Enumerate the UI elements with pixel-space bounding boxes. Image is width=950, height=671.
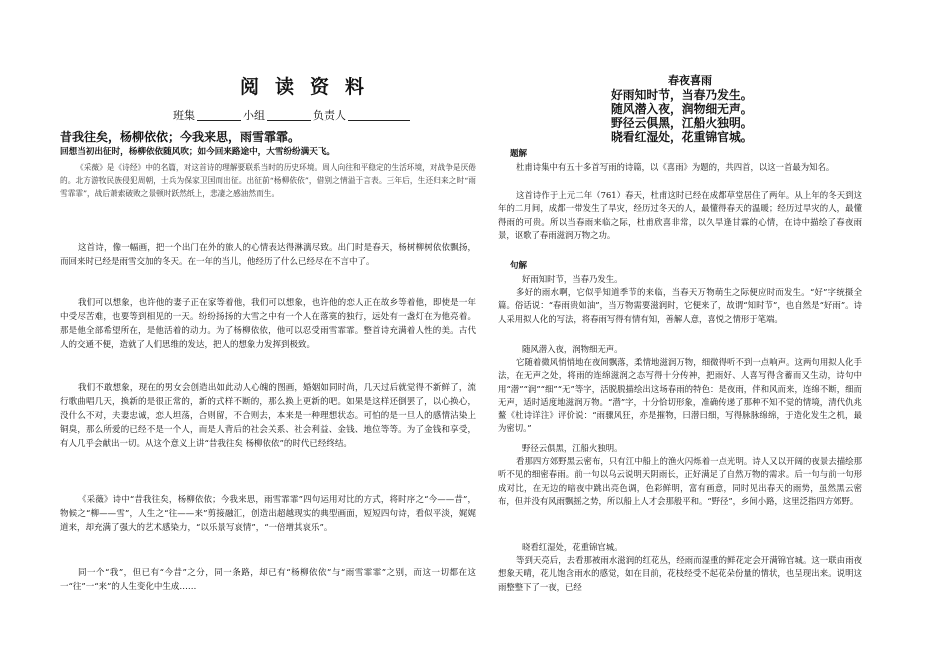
class-blank [197, 109, 241, 121]
paragraph-1: 这首诗，像一幅画，把一个出门在外的旅人的心情表达得淋漓尽致。出门时是春天，杨树柳树依依飘扬，而回来时已经是雨雪交加的冬天。在一年的当儿，他经历了什么已经尽在不言中了。 [60, 243, 476, 267]
leader-label: 负责人 [313, 109, 346, 122]
quote-2: 随风潜入夜，润物细无声。 [522, 344, 623, 354]
paragraph-5: 同一个“我”，但已有“今昔”之分，同一条路，却已有“杨柳依依”与“雨雪霏霏”之别，而这一切都在这一“往”一“来”的人生变化中生成…… [60, 568, 476, 592]
poem-title: 春夜喜雨 [668, 74, 712, 87]
poem-line-1: 好雨知时节，当春乃发生。 [611, 88, 753, 102]
tijie-paragraph-2: 这首诗作于上元二年（761）春天，杜甫这时已经在成都草堂居住了两年。从上年的冬天到这年的二月间，成都一带发生了旱灾，经历过冬天的人，最懂得春天的温暖；经历过旱灾的人，最懂得雨的可贵。所以当春雨来临之际，杜甫欣喜非常，以久旱逢甘霖的心情，在诗中描绘了春夜雨景，讴歌了春雨滋润万物之功。 [498, 190, 862, 240]
quote-3: 野径云俱黑，江船火独明。 [522, 443, 623, 453]
group-blank [267, 109, 311, 121]
analysis-1: 多好的雨水啊，它似乎知道季节的来临，当春天万物萌生之际便应时而发生。“好”字统摄全篇。俗话说：“春雨贵如油”，当万物需要滋润时，它便来了，故谓“知时节”，也自然是“好雨”。诗人采用拟人化的写法，将春雨写得有情有知，善解人意，喜悦之情形于笔端。 [498, 287, 862, 324]
page-title: 阅读资料 [240, 76, 381, 98]
poem-line-2: 随风潜入夜，润物细无声。 [611, 102, 753, 116]
poem-line-3: 野径云俱黑，江船火独明。 [611, 116, 753, 130]
group-label: 小组 [243, 109, 265, 122]
leader-blank [348, 109, 410, 121]
quote-4: 晓看红湿处，花重锦官城。 [522, 542, 623, 552]
class-label: 班集 [173, 109, 195, 122]
paragraph-4: 《采薇》诗中“昔我往矣，杨柳依依；今我来思，雨雪霏霏”四句运用对比的方式，将时序之“今——昔”，物候之“柳——雪”，人生之“往——来”剪接融汇，创造出超越现实的典型画面，短短四句诗，看似平淡，娓娓道来，却充满了强大的艺术感染力，“以乐景写哀情”，“一倍增其哀乐”。 [60, 495, 476, 533]
tijie-paragraph-1: 杜甫诗集中有五十多首写雨的诗篇，以《喜雨》为题的，共四首，以这一首最为知名。 [516, 162, 835, 172]
analysis-2: 它随着微风悄悄地在夜间飘落，柔情地滋润万物，细微得听不到一点响声。这两句用拟人化手法，在无声之处，将雨的连绵滋润之态写得十分传神，把雨好、人喜写得含蓄而又生动，诗句中用“潜”“润”“细”“无”等字，活脱脱描绘出这场春雨的特色：是夜雨，伴和风而来，连绵不断，细而无声，适时适度地滋润万物。“潜”字，十分恰切形象，准确传递了那种不知不觉的情境，清代仇兆鳌《杜诗详注》评价说：“雨骤风狂，亦是摧物，曰潜曰细，写得脉脉绵绵，于造化发生之机，最为密切。” [498, 357, 862, 434]
paragraph-3: 我们不敢想象，现在的男女会创造出如此动人心魄的图画，婚姻如同时尚，几天过后就觉得不新鲜了，流行歌曲唱几天，换新的是很正常的，新的式样不断的，那么换上更新的吧。如果是这样还倒罢了，以心换心，没什么不对，夫妻忠诚，恋人坦荡，合则留，不合则去，本来是一种理想状态。可怕的是一旦人的感情沾染上铜臭，那么所爱的已经不是一个人，而是人背后的社会关系、社会利益、金钱、地位等等。为了金钱和享受，有人几乎会献出一切。从这个意义上讲“昔我往矣 杨柳依依”的时代已经终结。 [60, 383, 476, 449]
poem-translation: 回想当初出征时，杨柳依依随风吹；如今回来路途中，大雪纷纷满天飞。 [60, 147, 336, 157]
intro-paragraph: 《采薇》是《诗经》中的名篇，对这首诗的理解要联系当时的历史环境。周人向往和平稳定的生活环境，对战争是厌倦的。北方游牧民族侵犯周朝，士兵为保家卫国而出征。出征前“杨柳依依”，借别之情溢于言表。三年后，生还归来之时“雨雪霏霏”，战后萧索破败之景顿时跃然纸上，悲凄之感油然而生。 [60, 163, 476, 198]
analysis-4: 等到天亮后，去看那被雨水滋润的红花丛，经雨而湿重的鲜花定会开满锦官城。这一联由雨夜想象天晴，花儿饱含雨水的感觉，如在目前，花枝经受不起花朵份量的情状，也呈现出来。说明这雨整整下了一夜，已经 [498, 555, 862, 592]
paragraph-2: 我们可以想象，也许他的妻子正在家等着他，我们可以想象，也许他的恋人正在故乡等着他，即使是一年中受尽苦难，也要等到相见的一天。纷纷扬扬的大雪之中有一个人在落寞的独行，远处有一盏灯在为他亮着。那是他全部希望所在，是他活着的动力。为了杨柳依依，他可以忍受雨雪霏霏。整首诗充满着人性的美。古代人的交通不便，造就了人们思维的发达，把人的想象力发挥到极致。 [60, 298, 476, 350]
class-info-line [173, 107, 412, 123]
section-label-jujie: 句解 [510, 261, 528, 271]
quote-1: 好雨知时节，当春乃发生。 [522, 274, 623, 284]
poem-line-4: 晓看红湿处，花重锦官城。 [611, 130, 753, 144]
analysis-3: 看那四方郊野黑云密布，只有江中船上的渔火闪烁着一点光明。诗人又以开阔的夜景去描绘那听不见的细密春雨。前一句以乌云说明天阴雨长，正好满足了自然万物的需求。后一句与前一句形成对比，在无边的暗夜中跳出亮色调，色彩鲜明，富有画意，同时见出春天的雨势，虽然黑云密布，但并没有风雨飘摇之势，所以船上人才会那般平和。“野径”，乡间小路，这里泛指四方郊野。 [498, 456, 862, 506]
section-label-tijie: 题解 [510, 149, 528, 159]
poem-heading: 昔我往矣，杨柳依依；今我来思，雨雪霏霏。 [60, 130, 301, 144]
